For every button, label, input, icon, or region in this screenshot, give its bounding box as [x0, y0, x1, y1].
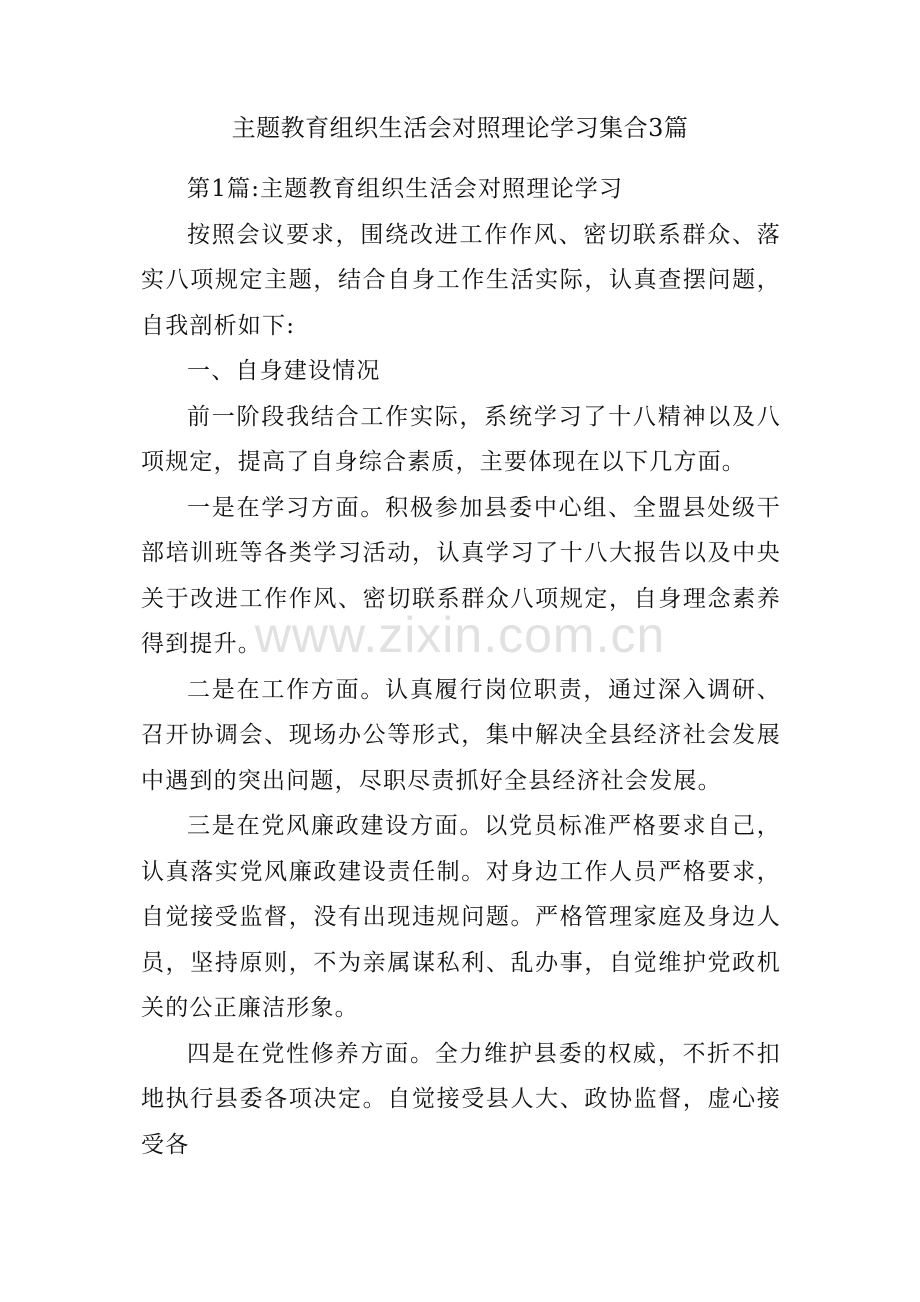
body-paragraph: 一是在学习方面。积极参加县委中心组、全盟县处级干部培训班等各类学习活动，认真学习了十八大报告以及中央关于改进工作作风、密切联系群众八项规定，自身理念素养得到提升。: [141, 494, 781, 657]
body-paragraph: 按照会议要求，围绕改进工作作风、密切联系群众、落实八项规定主题，结合自身工作生活实际，认真查摆问题，自我剖析如下:: [141, 221, 781, 339]
document-body: [141, 167, 781, 1168]
body-paragraph: 三是在党风廉政建设方面。以党员标准严格要求自己，认真落实党风廉政建设责任制。对身边工作人员严格要求，自觉接受监督，没有出现违规问题。严格管理家庭及身边人员，坚持原则，不为亲属谋私利、乱办事，自觉维护党政机关的公正廉洁形象。: [141, 813, 781, 1021]
body-paragraph: 二是在工作方面。认真履行岗位职责，通过深入调研、召开协调会、现场办公等形式，集中解决全县经济社会发展中遇到的突出问题，尽职尽责抓好全县经济社会发展。: [141, 676, 781, 794]
document-title: 主题教育组织生活会对照理论学习集合3篇: [231, 114, 689, 142]
section-heading: 第1篇:主题教育组织生活会对照理论学习: [187, 176, 624, 202]
body-paragraph: 前一阶段我结合工作实际，系统学习了十八精神以及八项规定，提高了自身综合素质，主要体现在以下几方面。: [141, 403, 781, 475]
watermark: www.zixin.com.cn: [254, 607, 666, 663]
body-paragraph: 四是在党性修养方面。全力维护县委的权威，不折不扣地执行县委各项决定。自觉接受县人大、政协监督，虚心接受各: [141, 1040, 781, 1158]
subsection-heading: 一、自身建设情况: [187, 358, 381, 384]
